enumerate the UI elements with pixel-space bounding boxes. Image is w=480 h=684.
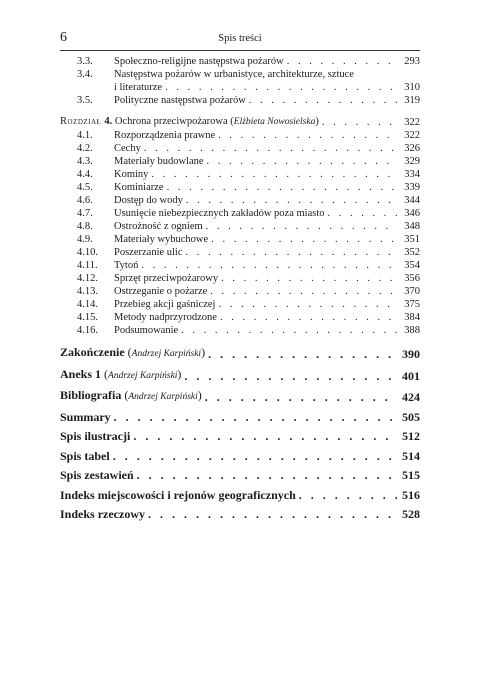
toc-entry <box>60 168 420 181</box>
toc-entry <box>60 220 420 233</box>
major-title: Aneks 1 <box>60 366 102 381</box>
entry-title: Dostęp do wody <box>114 195 183 206</box>
entry-title: Przebieg akcji gaśniczej <box>114 299 216 310</box>
toc-entry <box>60 233 420 246</box>
page-number: 6 <box>60 30 67 45</box>
running-title: Spis treści <box>218 33 262 44</box>
entry-page: 370 <box>404 286 420 297</box>
entry-number: 4.16. <box>77 325 98 336</box>
entry-number: 4.6. <box>77 195 93 206</box>
entry-page: 390 <box>402 347 420 361</box>
major-title: Bibliografia <box>60 388 122 402</box>
entry-page: 375 <box>404 299 420 310</box>
major-author: Andrzej Karpiński <box>108 370 178 381</box>
entry-page: 354 <box>404 260 420 271</box>
entry-page: 528 <box>402 507 420 521</box>
entry-page: 515 <box>402 468 420 482</box>
entry-number: 4.11. <box>77 260 98 271</box>
dot-leader <box>299 488 397 503</box>
toc-major-entry <box>60 468 420 483</box>
entry-title: Następstwa pożarów w urbanistyce, architekturze, sztuce <box>114 69 354 80</box>
entry-page: 356 <box>404 273 420 284</box>
major-title: Indeks rzeczowy <box>60 507 145 521</box>
entry-title: Podsumowanie <box>114 325 179 336</box>
major-title: Spis ilustracji <box>60 429 131 443</box>
chapter-number: 4. <box>104 116 113 127</box>
entry-number: 4.8. <box>77 221 93 232</box>
entry-page: 346 <box>404 208 420 219</box>
entry-title: Społeczno-religijne następstwa pożarów <box>114 56 284 67</box>
entry-page: 514 <box>402 448 420 463</box>
entry-page: 293 <box>404 56 420 67</box>
entry-page: 322 <box>404 130 420 141</box>
dot-leader <box>186 246 397 259</box>
entry-page: 512 <box>402 429 420 443</box>
header-rule <box>60 50 420 51</box>
entry-number: 4.1. <box>77 130 93 141</box>
major-author: Andrzej Karpiński <box>128 392 198 402</box>
entry-title: Rozporządzenia prawne <box>114 130 216 141</box>
entry-page: 351 <box>404 234 420 245</box>
toc-entry <box>60 129 420 142</box>
entry-page: 401 <box>402 368 420 383</box>
entry-page: 384 <box>404 312 420 323</box>
entry-page: 326 <box>404 143 420 154</box>
entry-title: Sprzęt przeciwpożarowy <box>114 273 219 284</box>
major-title: Spis zestawień <box>60 468 134 482</box>
entry-number: 4.4. <box>77 169 93 180</box>
dot-leader <box>220 311 397 324</box>
toc-entry <box>60 181 420 194</box>
toc-entry <box>60 272 420 285</box>
toc-major-entry <box>60 410 420 425</box>
entry-page: 310 <box>404 82 420 93</box>
entry-number: 4.2. <box>77 143 93 154</box>
toc-major-entry <box>60 429 420 444</box>
entry-title: Materiały wybuchowe <box>114 234 209 245</box>
major-title: Summary <box>60 409 111 424</box>
toc-entry <box>60 246 420 259</box>
entry-number: 4.12. <box>77 273 98 284</box>
entry-number: 4.9. <box>77 234 93 245</box>
dot-leader <box>210 285 397 298</box>
dot-leader <box>113 449 397 464</box>
toc-entry <box>60 68 420 81</box>
major-author: Andrzej Karpiński <box>131 349 202 359</box>
toc-chapter: Rozdział 4. Ochrona przeciwpożarowa (Elżbieta Nowosielska) . . . 322 <box>60 115 420 129</box>
toc-entry <box>60 311 420 324</box>
dot-leader <box>148 507 397 522</box>
entry-page: 344 <box>404 195 420 206</box>
toc-major-entry <box>60 507 420 522</box>
entry-page: 329 <box>404 156 420 167</box>
toc-entry-continuation <box>60 81 420 94</box>
entry-title: Kominy <box>114 169 149 180</box>
entry-page: 352 <box>404 247 420 258</box>
entry-page: 505 <box>402 409 420 424</box>
major-entries <box>60 345 420 522</box>
major-title: Spis tabel <box>60 448 110 463</box>
dot-leader <box>144 142 397 155</box>
entry-title: Materiały budowlane <box>114 156 204 167</box>
entry-page: 339 <box>404 182 420 193</box>
entry-number: 4.5. <box>77 182 93 193</box>
entry-number: 3.4. <box>77 69 93 80</box>
toc-major-entry <box>60 488 420 503</box>
major-title: Zakończenie <box>60 345 125 359</box>
toc-entry <box>60 207 420 220</box>
dot-leader <box>165 81 397 94</box>
entry-title: Kominiarze <box>114 182 164 193</box>
entry-title: Cechy <box>114 143 141 154</box>
entry-title: Usunięcie niebezpiecznych zakładów poza miasto <box>114 208 325 219</box>
entry-page: 424 <box>402 390 420 404</box>
chapter-label: Rozdział <box>60 116 102 127</box>
table-of-contents <box>60 55 420 522</box>
dot-leader <box>249 94 397 107</box>
entry-number: 3.3. <box>77 56 93 67</box>
entry-number: 4.3. <box>77 156 93 167</box>
dot-leader <box>167 181 397 194</box>
toc-entry <box>60 155 420 168</box>
dot-leader <box>206 220 397 233</box>
entry-number: 4.7. <box>77 208 93 219</box>
dot-leader <box>184 369 397 384</box>
dot-leader <box>322 116 397 129</box>
entry-title: Polityczne następstwa pożarów <box>114 95 246 106</box>
entry-number: 4.13. <box>77 286 98 297</box>
entry-title: Tytoń <box>114 260 139 271</box>
entry-title: Metody nadprzyrodzone <box>114 312 217 323</box>
dot-leader <box>328 207 398 220</box>
entry-page: 319 <box>404 95 420 106</box>
entry-page: 334 <box>404 169 420 180</box>
toc-major-entry: Zakończenie (Andrzej Karpiński) . . . 390 <box>60 345 420 362</box>
dot-leader <box>207 155 397 168</box>
toc-entry <box>60 94 420 107</box>
dot-leader <box>133 429 397 444</box>
dot-leader <box>181 324 397 337</box>
entry-page: 348 <box>404 221 420 232</box>
toc-entry <box>60 259 420 272</box>
toc-major-entry: Aneks 1 (Andrzej Karpiński) . . . 401 <box>60 367 420 384</box>
entry-number: 4.14. <box>77 299 98 310</box>
dot-leader <box>114 410 397 425</box>
page-header <box>60 30 420 50</box>
chapter-author: Elżbieta Nowosielska <box>233 117 316 127</box>
entry-number: 3.5. <box>77 95 93 106</box>
dot-leader <box>151 168 397 181</box>
dot-leader <box>186 194 397 207</box>
dot-leader <box>221 272 397 285</box>
toc-entry <box>60 142 420 155</box>
dot-leader <box>137 468 397 483</box>
entry-page: 322 <box>404 117 420 128</box>
major-title: Indeks miejscowości i rejonów geograficznych <box>60 487 296 502</box>
entry-number: 4.15. <box>77 312 98 323</box>
toc-major-entry <box>60 449 420 464</box>
dot-leader <box>287 55 397 68</box>
toc-entry <box>60 55 420 68</box>
entry-page: 388 <box>404 325 420 336</box>
dot-leader <box>205 390 397 405</box>
toc-entry <box>60 285 420 298</box>
dot-leader <box>218 298 397 311</box>
chapter-4-sections <box>60 129 420 337</box>
entry-title: i literaturze <box>114 82 163 93</box>
toc-entry <box>60 324 420 337</box>
toc-major-entry: Bibliografia (Andrzej Karpiński) . . . 424 <box>60 388 420 405</box>
entry-title: Poszerzanie ulic <box>114 247 183 258</box>
dot-leader <box>218 129 397 142</box>
entry-page: 516 <box>402 487 420 502</box>
toc-entry <box>60 298 420 311</box>
entry-number: 4.10. <box>77 247 98 258</box>
dot-leader <box>208 347 397 362</box>
chapter-title: Ochrona przeciwpożarowa <box>114 116 228 127</box>
entry-title: Ostrzeganie o pożarze <box>114 286 208 297</box>
dot-leader <box>141 259 397 272</box>
dot-leader <box>211 233 397 246</box>
entry-title: Ostrożność z ogniem <box>114 221 203 232</box>
toc-entry <box>60 194 420 207</box>
